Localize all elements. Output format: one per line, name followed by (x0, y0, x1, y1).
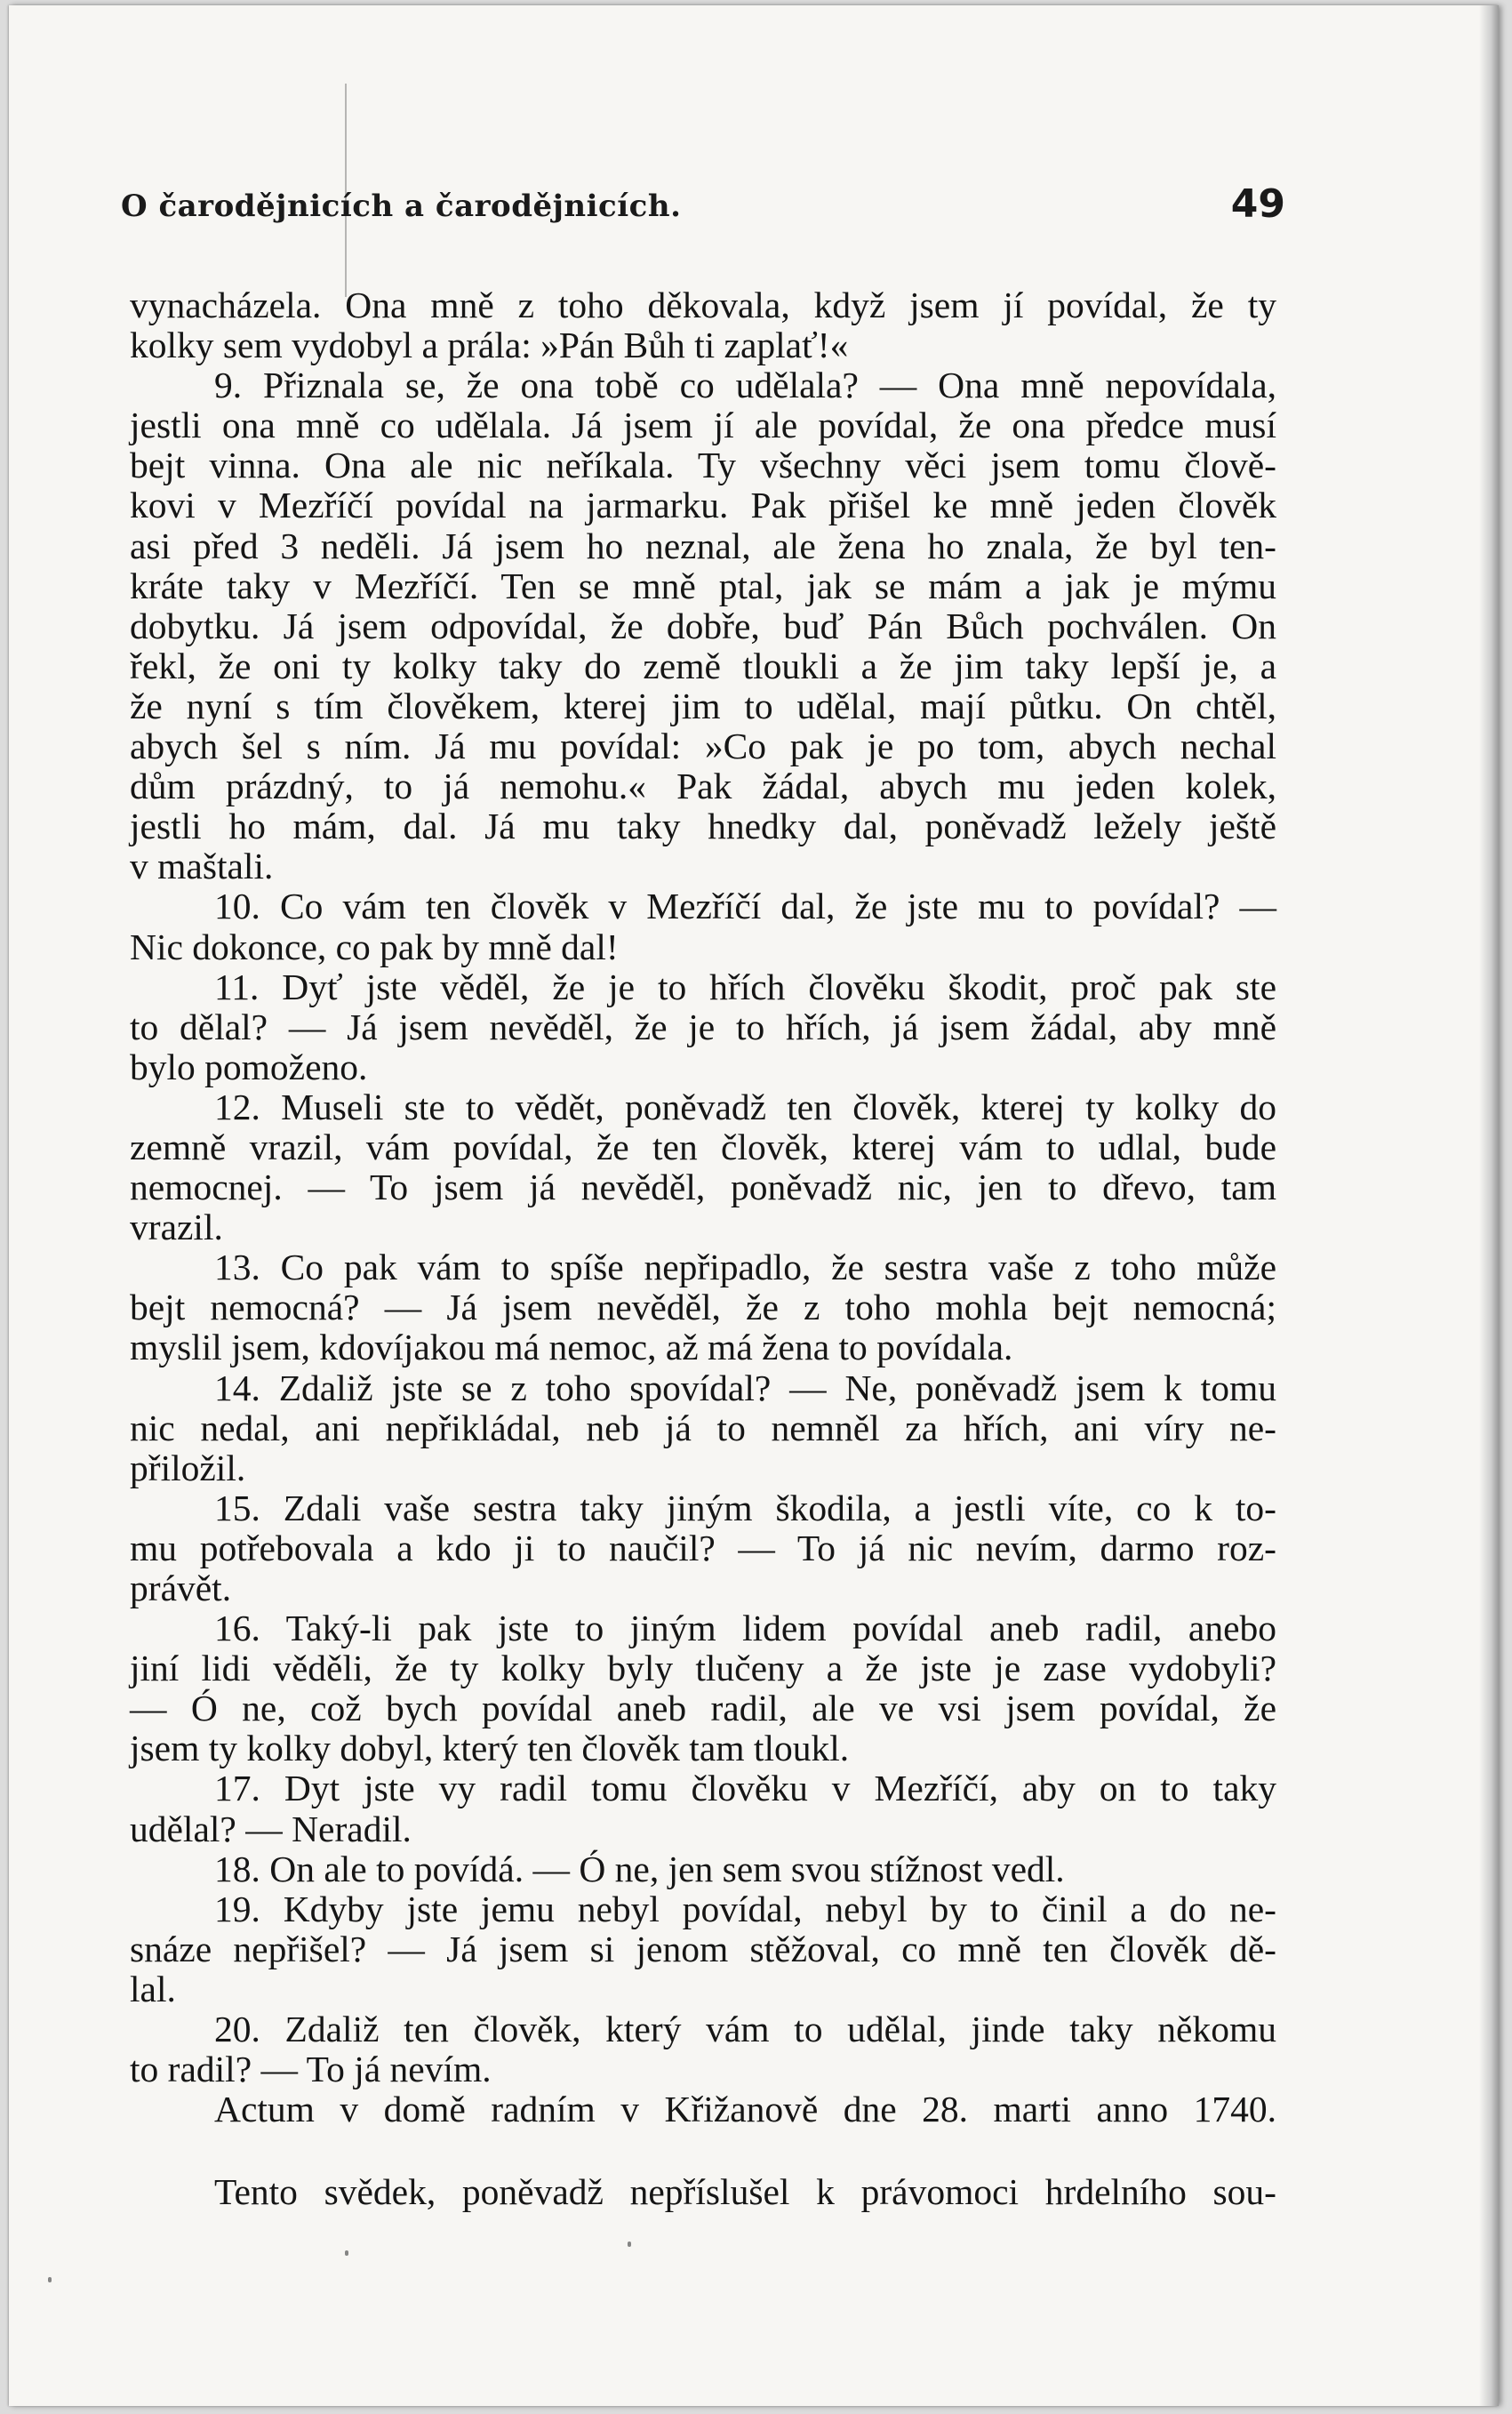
text-line: 17. Dyt jste vy radil tomu člověku v Mezříčí, aby on to taky (214, 1768, 1276, 1809)
print-speck (628, 2242, 631, 2247)
text-line: to dělal? — Já jsem nevěděl, že je to hřích, já jsem žádal, aby mně (130, 1006, 1276, 1047)
text-line: vrazil. (130, 1207, 223, 1248)
text-line: že nyní s tím člověkem, kterej jim to udělal, mají půtku. On chtěl, (130, 685, 1276, 726)
text-line: nemocnej. — To jsem já nevěděl, poněvadž nic, jen to dřevo, tam (130, 1167, 1276, 1208)
text-line: myslil jsem, kdovíjakou má nemoc, až má žena to povídala. (130, 1327, 1013, 1368)
text-line: dobytku. Já jsem odpovídal, že dobře, buď Pán Bůch pochválen. On (130, 605, 1276, 646)
print-speck (48, 2277, 52, 2282)
text-line: 10. Co vám ten člověk v Mezříčí dal, že jste mu to povídal? — (214, 886, 1276, 927)
text-line: abych šel s ním. Já mu povídal: »Co pak je po tom, abych nechal (130, 726, 1276, 767)
text-line: jestli ona mně co udělala. Já jsem jí ale povídal, že ona předce musí (130, 405, 1276, 446)
text-line: — Ó ne, což bych povídal aneb radil, ale ve vsi jsem povídal, že (130, 1688, 1276, 1729)
text-line: lal. (130, 1968, 176, 2009)
text-line: bejt vinna. Ona ale nic neříkala. Ty všechny věci jsem tomu člově- (130, 445, 1276, 486)
text-line: 16. Taký-li pak jste to jiným lidem povídal aneb radil, anebo (214, 1608, 1276, 1649)
text-line: Tento svědek, poněvadž nepříslušel k právomoci hrdelního sou- (214, 2171, 1276, 2213)
text-line: vynacházela. Ona mně z toho děkovala, když jsem jí povídal, že ty (130, 285, 1276, 325)
text-line: udělal? — Neradil. (130, 1808, 412, 1849)
text-line: 18. On ale to povídá. — Ó ne, jen sem svou stížnost vedl. (214, 1848, 1065, 1889)
text-line: 20. Zdaliž ten člověk, který vám to udělal, jinde taky někomu (214, 2009, 1276, 2050)
paragraph-gap (130, 2129, 1276, 2172)
text-line: bejt nemocná? — Já jsem nevěděl, že z toho mohla bejt nemocná; (130, 1287, 1276, 1328)
text-line: 11. Dyť jste věděl, že je to hřích člověku škodit, proč pak ste (214, 966, 1276, 1007)
text-line: jestli ho mám, dal. Já mu taky hnedky dal, poněvadž ležely ještě (130, 806, 1276, 847)
text-line: právět. (130, 1568, 232, 1608)
running-head: O čarodějnicích a čarodějnicích. (121, 188, 682, 224)
text-line: 15. Zdali vaše sestra taky jiným škodila, a jestli víte, co k to- (214, 1487, 1276, 1528)
text-line: 19. Kdyby jste jemu nebyl povídal, nebyl by to činil a do ne- (214, 1888, 1276, 1929)
text-line: přiložil. (130, 1447, 246, 1488)
text-line: Nic dokonce, co pak by mně dal! (130, 926, 619, 967)
text-line: jsem ty kolky dobyl, který ten člověk tam tloukl. (130, 1728, 850, 1769)
text-line: to radil? — To já nevím. (130, 2049, 492, 2090)
body-text (130, 285, 1276, 2212)
text-line: kráte taky v Mezříčí. Ten se mně ptal, jak se mám a jak je mýmu (130, 565, 1276, 606)
text-line: kolky sem vydobyl a prála: »Pán Bůh ti zaplať!« (130, 325, 849, 366)
page-header (121, 180, 1285, 233)
text-line: 14. Zdaliž jste se z toho spovídal? — Ne, poněvadž jsem k tomu (214, 1367, 1276, 1408)
text-line: nic nedal, ani nepřikládal, neb já to nemněl za hřích, ani víry ne- (130, 1407, 1276, 1448)
text-line: dům prázdný, to já nemohu.« Pak žádal, abych mu jeden kolek, (130, 766, 1276, 807)
text-line: 13. Co pak vám to spíše nepřipadlo, že sestra vaše z toho může (214, 1247, 1276, 1288)
text-line: řekl, že oni ty kolky taky do země tloukli a že jim taky lepší je, a (130, 645, 1276, 686)
text-line: zemně vrazil, vám povídal, že ten člověk, kterej vám to udlal, bude (130, 1126, 1276, 1167)
text-line: 12. Museli ste to vědět, poněvadž ten člověk, kterej ty kolky do (214, 1086, 1276, 1127)
text-line: snáze nepřišel? — Já jsem si jenom stěžoval, co mně ten člověk dě- (130, 1928, 1276, 1969)
page-number: 49 (1230, 181, 1285, 227)
text-line: Actum v domě radním v Křižanově dne 28. marti anno 1740. (214, 2089, 1276, 2130)
text-line: 9. Přiznala se, že ona tobě co udělala? — Ona mně nepovídala, (214, 365, 1276, 406)
text-line: bylo pomoženo. (130, 1046, 368, 1087)
page-edge-shadow (1479, 5, 1499, 2406)
text-line: jiní lidi věděli, že ty kolky byly tlučeny a že jste je zase vydobyli? (130, 1648, 1276, 1689)
text-line: mu potřebovala a kdo ji to naučil? — To já nic nevím, darmo roz- (130, 1527, 1276, 1568)
text-line: v maštali. (130, 846, 274, 887)
print-speck (345, 2250, 348, 2256)
text-line: kovi v Mezříčí povídal na jarmarku. Pak přišel ke mně jeden člověk (130, 485, 1276, 526)
text-line: asi před 3 neděli. Já jsem ho neznal, ale žena ho znala, že byl ten- (130, 525, 1276, 566)
book-page (9, 5, 1499, 2406)
